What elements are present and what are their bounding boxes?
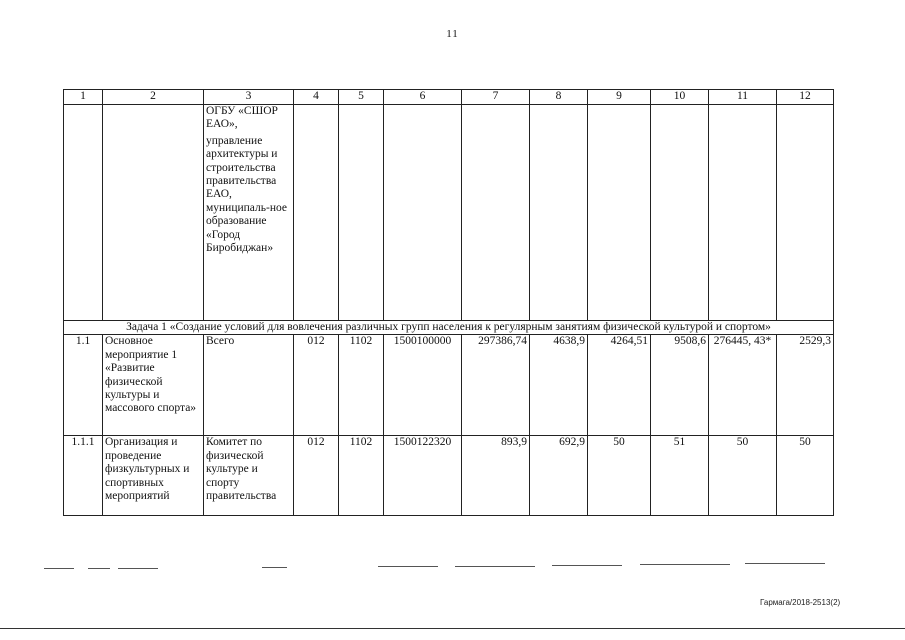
row-number: 1.1	[64, 335, 103, 436]
measure-name: Организация и проведение физкультурных и спортивных мероприятий	[103, 436, 204, 516]
header-cell: 9	[588, 90, 651, 105]
value-cell: 297386,74	[462, 335, 530, 436]
executor-cell	[204, 105, 294, 321]
value-cell: 4638,9	[530, 335, 588, 436]
executor-cell: Комитет по физической культуре и спорту правительства	[204, 436, 294, 516]
value-cell: 692,9	[530, 436, 588, 516]
header-cell: 10	[651, 90, 709, 105]
page-edge-line	[0, 628, 905, 629]
document-code: Гармага/2018-2513(2)	[760, 598, 841, 607]
continuation-row	[64, 105, 834, 321]
executor-text: управление архитектуры и строительства правительства ЕАО, муниципаль-ное образование «Город Биробиджан»	[206, 134, 287, 255]
table-row	[64, 436, 834, 516]
measure-name: Основное мероприятие 1 «Развитие физической культуры и массового спорта»	[103, 335, 204, 436]
executor-cell: Всего	[204, 335, 294, 436]
section-code: 1102	[339, 335, 384, 436]
value-cell: 276445, 43*	[709, 335, 777, 436]
value-cell: 4264,51	[588, 335, 651, 436]
value-cell: 50	[588, 436, 651, 516]
value-cell: 50	[777, 436, 834, 516]
header-cell: 11	[709, 90, 777, 105]
value-cell: 2529,3	[777, 335, 834, 436]
page-number: 11	[446, 28, 459, 40]
budget-table	[63, 89, 834, 516]
row-number: 1.1.1	[64, 436, 103, 516]
section-code: 1102	[339, 436, 384, 516]
task-title: Задача 1 «Создание условий для вовлечения различных групп населения к регулярным занятиям физической культурой и спортом»	[64, 321, 834, 335]
executor-text: ОГБУ «СШОР ЕАО»,	[206, 105, 278, 131]
header-cell: 12	[777, 90, 834, 105]
value-cell: 893,9	[462, 436, 530, 516]
header-row	[64, 90, 834, 105]
header-cell: 8	[530, 90, 588, 105]
grbs-code: 012	[294, 335, 339, 436]
value-cell: 50	[709, 436, 777, 516]
header-cell: 3	[204, 90, 294, 105]
task-row	[64, 321, 834, 335]
header-cell: 1	[64, 90, 103, 105]
value-cell: 9508,6	[651, 335, 709, 436]
grbs-code: 012	[294, 436, 339, 516]
target-code: 1500122320	[384, 436, 462, 516]
value-cell: 51	[651, 436, 709, 516]
header-cell: 2	[103, 90, 204, 105]
table-row	[64, 335, 834, 436]
header-cell: 7	[462, 90, 530, 105]
target-code: 1500100000	[384, 335, 462, 436]
header-cell: 6	[384, 90, 462, 105]
header-cell: 5	[339, 90, 384, 105]
header-cell: 4	[294, 90, 339, 105]
